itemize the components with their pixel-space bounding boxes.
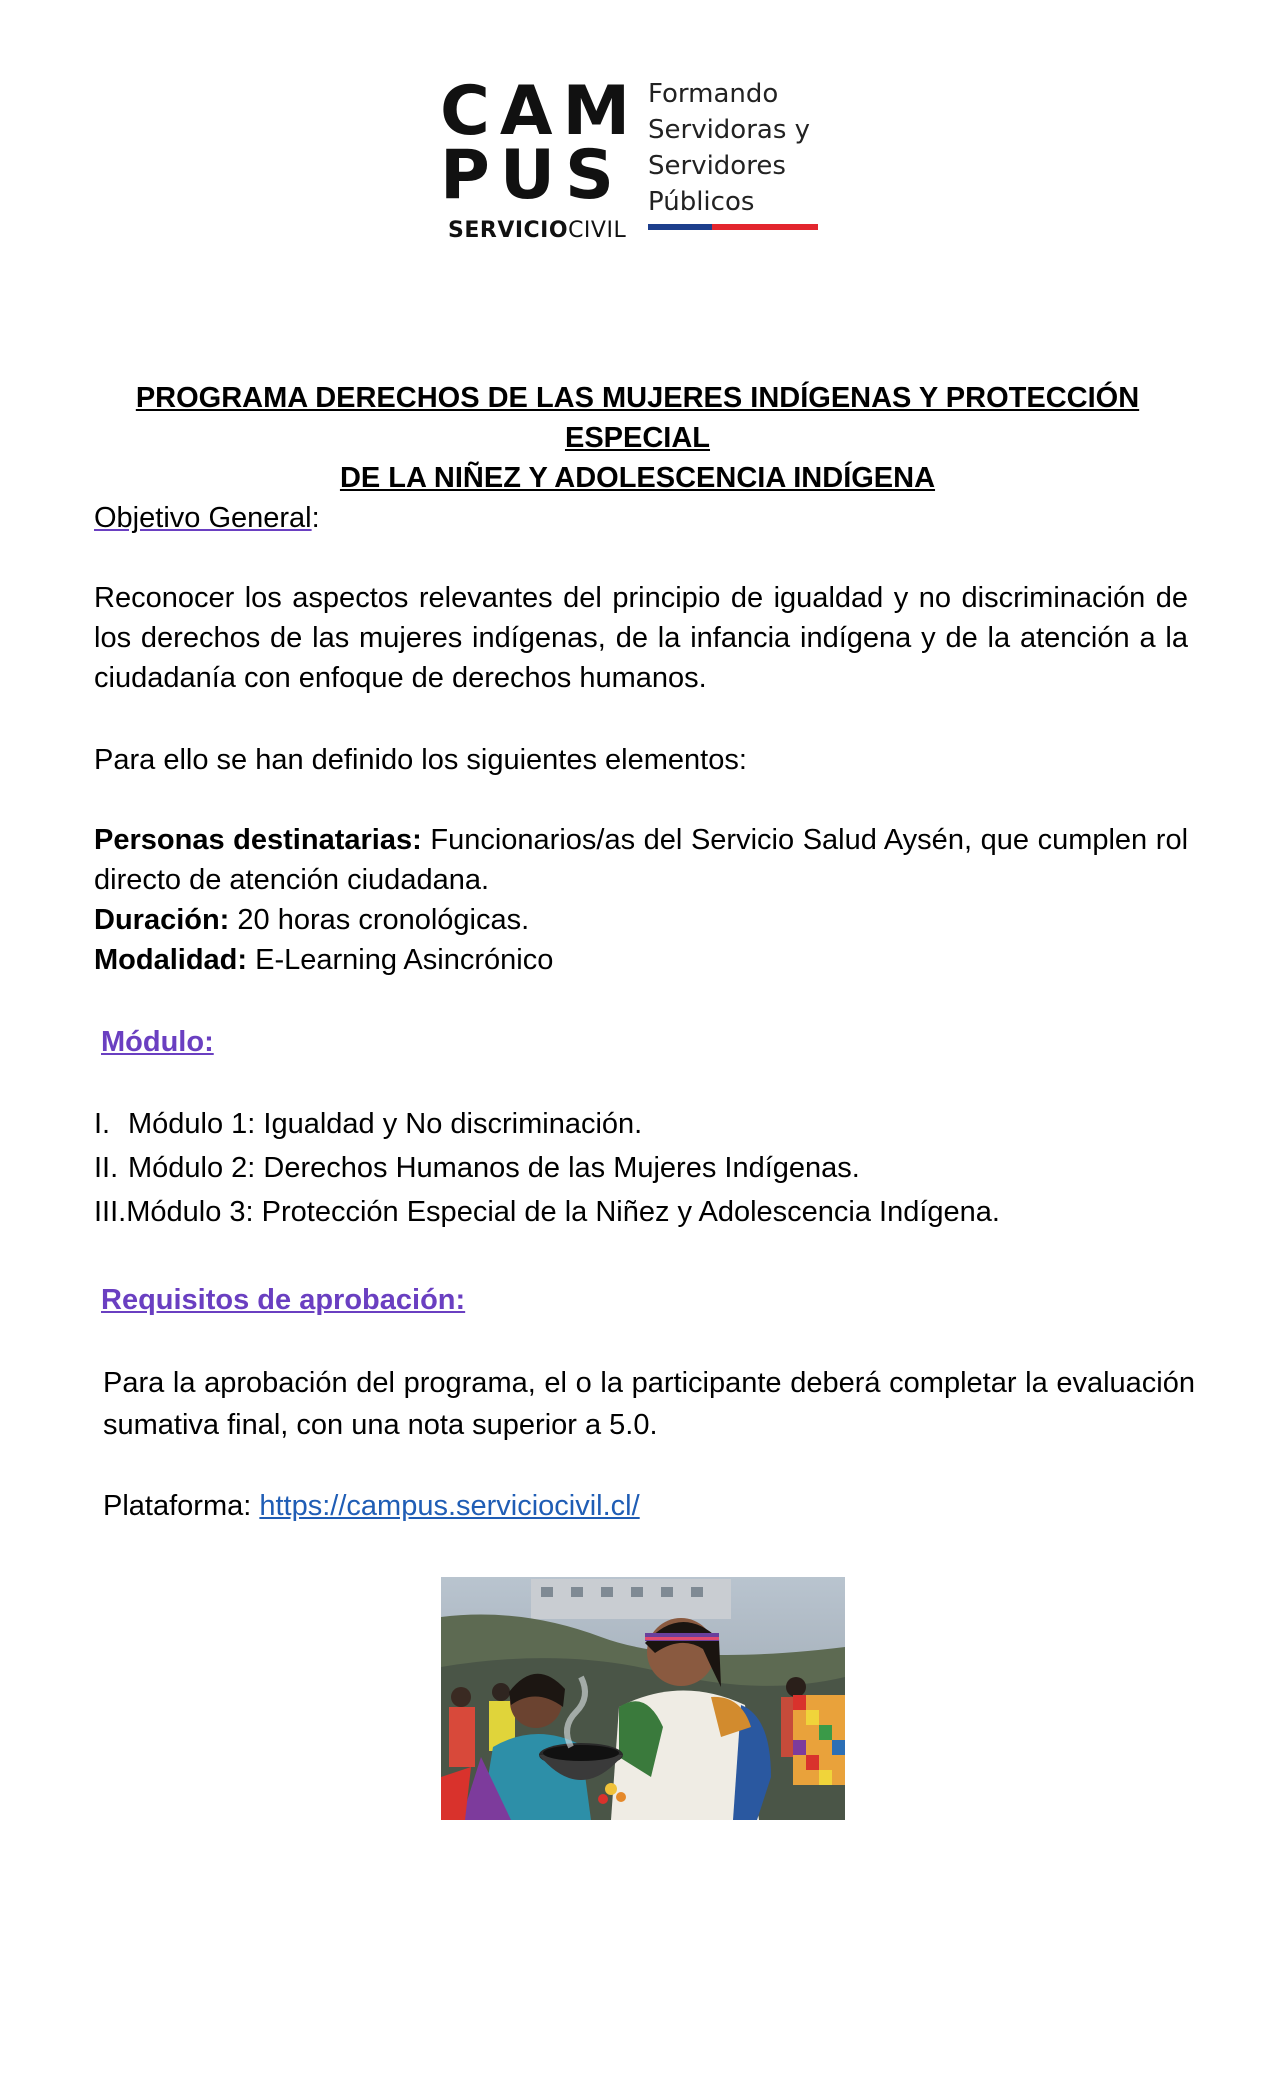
modules-heading: Módulo: <box>101 1026 214 1058</box>
recipients-row: Personas destinatarias: Funcionarios/as del Servicio Salud Aysén, que cumplen rol directo de atención ciudadana. <box>94 824 1189 896</box>
logo-word-line1: CAM <box>440 72 641 151</box>
objective-heading: Objetivo General: <box>94 502 320 534</box>
indigenous-women-photo <box>441 1577 845 1820</box>
platform-link[interactable]: https://campus.serviciocivil.cl/ <box>259 1490 640 1522</box>
objective-text: Reconocer los aspectos relevantes del principio de igualdad y no discriminación de los derechos de las mujeres indígenas, de la infancia indígena y de la atención a la ciudadanía con enfoque de derechos humanos. <box>94 582 1188 694</box>
logo-word-line2: PUS <box>440 136 625 215</box>
modality-row: Modalidad: E-Learning Asincrónico <box>94 944 554 976</box>
module-item: III.Módulo 3: Protección Especial de la Niñez y Adolescencia Indígena. <box>94 1196 1000 1228</box>
logo-color-bar <box>648 224 818 230</box>
approval-text: Para la aprobación del programa, el o la participante deberá completar la evaluación sumativa final, con una nota superior a 5.0. <box>103 1367 1195 1441</box>
intro-text: Para ello se han definido los siguientes elementos: <box>94 744 747 776</box>
module-item: II. Módulo 2: Derechos Humanos de las Mujeres Indígenas. <box>94 1152 860 1184</box>
module-item: I. Módulo 1: Igualdad y No discriminación. <box>94 1108 643 1140</box>
approval-heading: Requisitos de aprobación: <box>101 1284 466 1316</box>
logo-subtitle: SERVICIOCIVIL <box>448 218 627 243</box>
logo-tagline: Formando Servidoras y Servidores Públicos <box>648 79 811 217</box>
platform-row: Plataforma: https://campus.serviciocivil.cl/ <box>103 1490 640 1522</box>
duration-row: Duración: 20 horas cronológicas. <box>94 904 530 936</box>
page-title: PROGRAMA DERECHOS DE LAS MUJERES INDÍGENAS Y PROTECCIÓN ESPECIAL DE LA NIÑEZ Y ADOLESCENCIA INDÍGENA <box>135 382 1140 494</box>
campus-logo <box>440 74 840 254</box>
